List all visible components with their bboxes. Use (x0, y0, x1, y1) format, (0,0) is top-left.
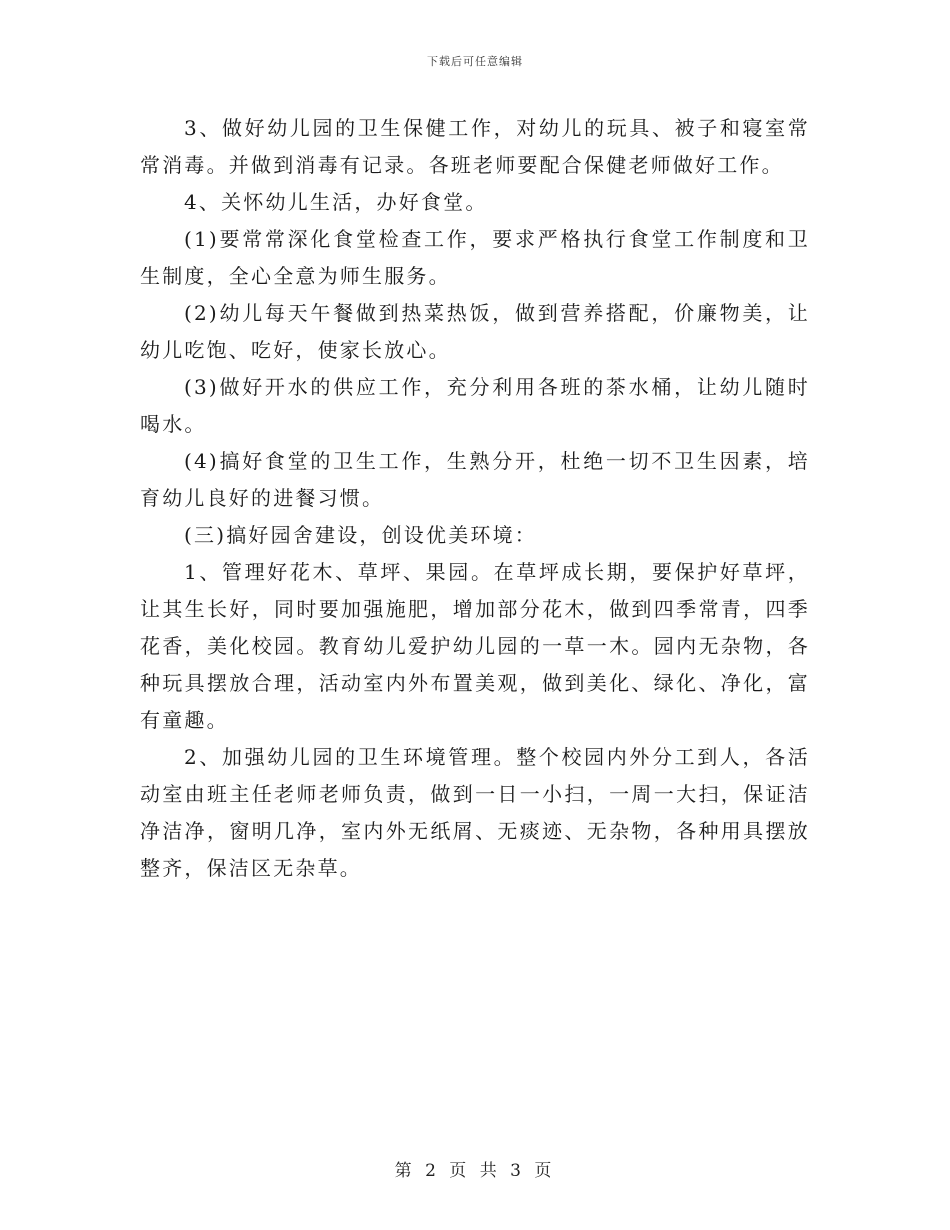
paragraph-canteen-hygiene: (4)搞好食堂的卫生工作，生熟分开，杜绝一切不卫生因素，培育幼儿良好的进餐习惯。 (140, 449, 810, 510)
paragraph-garden-management: 1、管理好花木、草坪、果园。在草坪成长期，要保护好草坪，让其生长好，同时要加强施肥，增加部分花木，做到四季常青，四季花香，美化校园。教育幼儿爱护幼儿园的一草一木。园内无杂物，各种玩具摆放合理，活动室内外布置美观，做到美化、绿化、净化，富有童趣。 (140, 560, 810, 732)
document-body (140, 110, 810, 887)
paragraph-lunch-meals: (2)幼儿每天午餐做到热菜热饭，做到营养搭配，价廉物美，让幼儿吃饱、吃好，使家长放心。 (140, 301, 810, 362)
paragraph-water-supply: (3)做好开水的供应工作，充分利用各班的茶水桶，让幼儿随时喝水。 (140, 375, 810, 436)
paragraph-canteen-heading: 4、关怀幼儿生活，办好食堂。 (184, 190, 488, 214)
paragraph-canteen-inspection: (1)要常常深化食堂检查工作，要求严格执行食堂工作制度和卫生制度，全心全意为师生服务。 (140, 227, 810, 288)
page-number-footer: 第 2 页 共 3 页 (394, 1161, 556, 1181)
paragraph-environment-management: 2、加强幼儿园的卫生环境管理。整个校园内外分工到人，各活动室由班主任老师老师负责，做到一日一小扫，一周一大扫，保证洁净洁净，窗明几净，室内外无纸屑、无痰迹、无杂物，各种用具摆放整齐，保洁区无杂草。 (140, 745, 810, 880)
paragraph-hygiene-care: 3、做好幼儿园的卫生保健工作，对幼儿的玩具、被子和寝室常常消毒。并做到消毒有记录。各班老师要配合保健老师做好工作。 (140, 116, 810, 177)
paragraph-campus-construction: (三)搞好园舍建设，创设优美环境： (184, 523, 538, 547)
page-header: 下载后可任意编辑 (427, 55, 523, 68)
